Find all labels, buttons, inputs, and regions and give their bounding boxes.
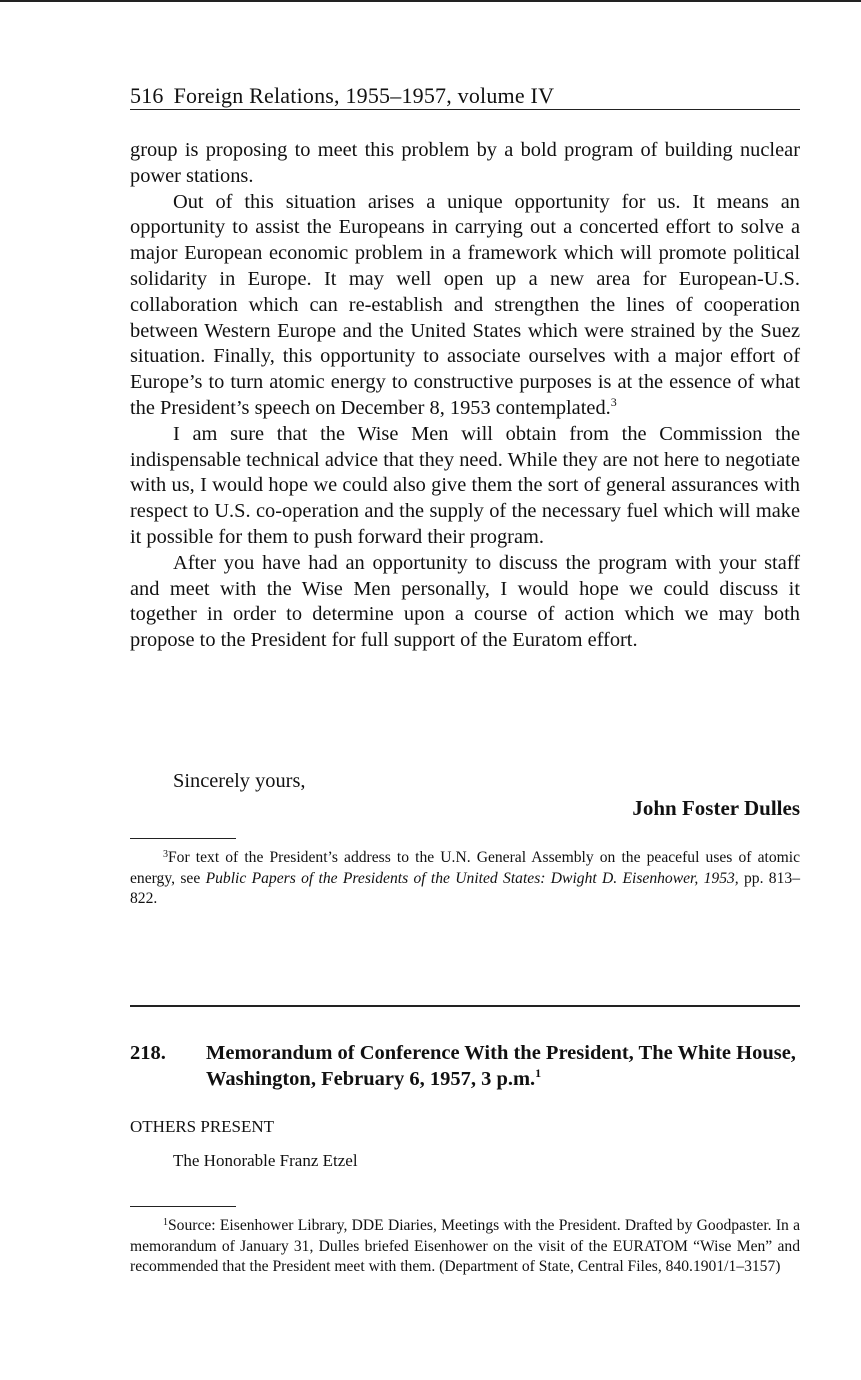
footnote-3 (130, 848, 800, 910)
document-number: 218. (130, 1042, 166, 1064)
paragraph-opportunity-text: Out of this situation arises a unique opportunity for us. It means an opportunity to assist the Europeans in carrying out a concerted effort to solve a major European economic problem in a framework which will promote political solidarity in Europe. It may well open up a new area for European-U.S. collaboration which can re-establish and strengthen the lines of cooperation between Western Europe and the United States which were strained by the Suez situation. Finally, this opportunity to associate ourselves with a major effort of Europe’s to turn atomic energy to constructive purposes is at the essence of what the President’s speech on December 8, 1953 contemplated. (130, 190, 800, 419)
footnote-3-marker: 3 (163, 849, 168, 860)
top-border-rule (0, 0, 861, 2)
footnote-3-pages: pp. 813–822. (130, 869, 800, 907)
section-rule (130, 1005, 800, 1007)
footnote-ref-3[interactable]: 3 (610, 394, 617, 409)
footnote-rule-2 (130, 1206, 236, 1207)
others-present-name: The Honorable Franz Etzel (173, 1151, 358, 1170)
header-rule (130, 109, 800, 110)
others-present-label: OTHERS PRESENT (130, 1117, 275, 1136)
footnote-1-marker: 1 (163, 1217, 168, 1228)
footnote-1-text: Source: Eisenhower Library, DDE Diaries, Meetings with the President. Drafted by Goodpaster. In a memorandum of January 31, Dulles briefed Eisenhower on the visit of the EURATOM “Wise Men” and recommended that the President meet with them. (Department of State, Central Files, 840.1901/1–3157) (130, 1217, 800, 1275)
footnote-3-citation: Public Papers of the Presidents of the United States: Dwight D. Eisenhower, 1953, (205, 869, 739, 887)
page-number: 516 (130, 83, 164, 108)
document-title (206, 1040, 800, 1092)
document-title-text: Memorandum of Conference With the President, The White House, Washington, February 6, 1957, 3 p.m. (206, 1042, 796, 1090)
running-head (130, 82, 800, 110)
footnote-3-text: For text of the President’s address to the U.N. General Assembly on the peaceful uses of atomic energy, see (130, 849, 800, 887)
letter-body (130, 138, 800, 654)
signature: John Foster Dulles (632, 796, 800, 820)
running-title: Foreign Relations, 1955–1957, volume IV (173, 83, 555, 108)
paragraph-continued: group is proposing to meet this problem by a bold program of building nuclear power stations. (130, 139, 800, 187)
footnote-rule (130, 838, 236, 839)
footnote-1 (130, 1216, 800, 1278)
footnote-ref-1[interactable]: 1 (535, 1066, 542, 1080)
paragraph-after: After you have had an opportunity to discuss the program with your staff and meet with the Wise Men personally, I would hope we could discuss it together in order to determine upon a course of action which we may both propose to the President for full support of the Euratom effort. (130, 551, 800, 652)
closing: Sincerely yours, (173, 770, 306, 792)
paragraph-wise-men: I am sure that the Wise Men will obtain from the Commission the indispensable technical advice that they need. While they are not here to negotiate with us, I would hope we could also give them the sort of general assurances with respect to U.S. co-operation and the supply of the necessary fuel which will make it possible for them to push forward their program. (130, 422, 800, 548)
paragraph-opportunity (130, 190, 800, 422)
